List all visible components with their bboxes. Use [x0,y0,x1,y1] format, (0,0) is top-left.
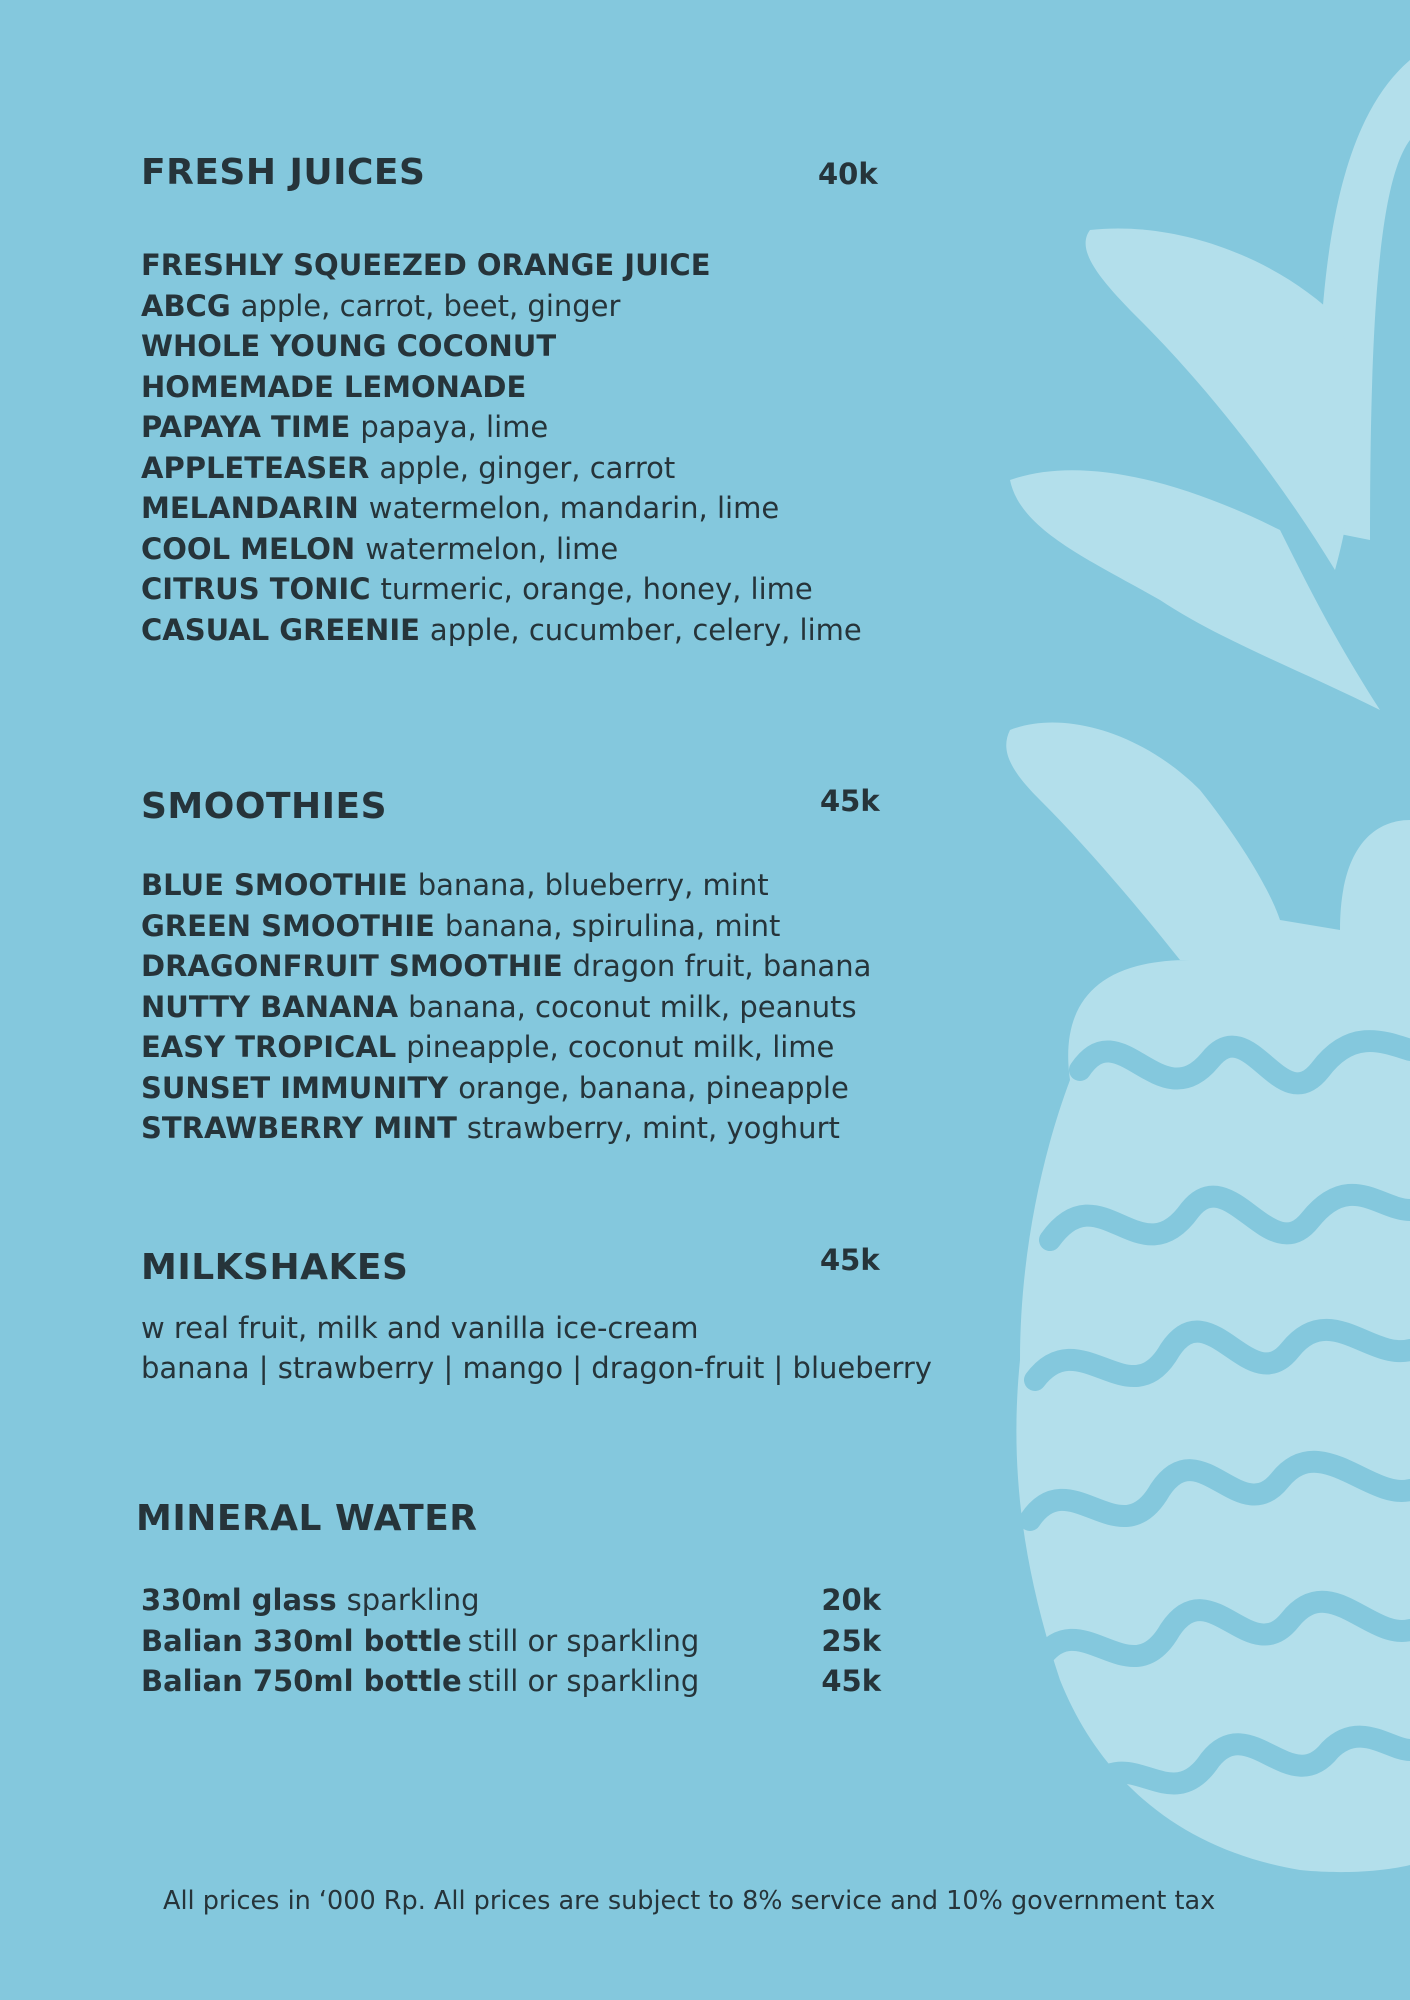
list-item [141,865,871,906]
item-description: watermelon, lime [365,531,619,566]
item-name: NUTTY BANANA [141,989,399,1024]
water-row-balian-750ml [141,1661,881,1701]
section-title-milkshakes: MILKSHAKES [141,1247,409,1288]
item-name: Balian 750ml bottle [141,1664,462,1698]
section-price-milkshakes: 45k [820,1243,880,1277]
item-description: banana, blueberry, mint [417,868,769,902]
list-item [141,326,862,367]
item-description: apple, cucumber, celery, lime [429,612,862,647]
item-description: turmeric, orange, honey, lime [380,572,813,606]
item-name: CITRUS TONIC [141,572,371,606]
item-description: pineapple, coconut milk, lime [406,1030,835,1064]
item-price: 45k [821,1664,881,1698]
item-name: EASY TROPICAL [141,1030,397,1064]
item-name: DRAGONFRUIT SMOOTHIE [141,949,563,983]
list-item [141,906,871,947]
water-row-balian-330ml [141,1621,881,1661]
section-price-fresh-juices: 40k [818,157,878,191]
item-name: STRAWBERRY MINT [141,1111,457,1145]
water-row-330ml-glass [141,1580,881,1620]
list-item [141,987,871,1028]
item-name: PAPAYA TIME [141,410,351,444]
section-title-fresh-juices: FRESH JUICES [141,152,426,193]
item-name: ABCG [141,288,231,323]
section-title-smoothies: SMOOTHIES [141,786,388,827]
fresh-juices-list [141,245,862,650]
item-description: papaya, lime [360,410,549,444]
milkshakes-description: w real fruit, milk and vanilla ice-cream [141,1311,699,1345]
item-name: MELANDARIN [141,491,359,525]
list-item [141,529,862,570]
item-name: COOL MELON [141,531,356,566]
item-name: GREEN SMOOTHIE [141,908,435,943]
list-item [141,286,862,327]
item-name: 330ml glass [141,1583,337,1617]
item-description: still or sparkling [467,1664,700,1698]
item-name: FRESHLY SQUEEZED ORANGE JUICE [141,248,711,282]
section-title-mineral-water: MINERAL WATER [136,1498,478,1539]
item-price: 25k [821,1624,881,1658]
list-item [141,569,862,610]
milkshakes-flavors: banana | strawberry | mango | dragon-fruit | blueberry [141,1351,932,1385]
item-name: APPLETEASER [141,450,370,485]
item-description: apple, carrot, beet, ginger [240,288,621,323]
list-item [141,1068,871,1109]
item-description: watermelon, mandarin, lime [368,491,780,525]
item-description: banana, coconut milk, peanuts [408,989,857,1024]
item-description: orange, banana, pineapple [458,1070,849,1105]
item-name: WHOLE YOUNG COCONUT [141,329,557,363]
item-name: BLUE SMOOTHIE [141,868,408,902]
item-description: still or sparkling [467,1624,700,1658]
item-name: SUNSET IMMUNITY [141,1070,449,1105]
item-name: HOMEMADE LEMONADE [141,369,527,404]
smoothies-list [141,865,871,1149]
list-item [141,946,871,987]
list-item [141,448,862,489]
item-name: Balian 330ml bottle [141,1624,462,1658]
item-name: CASUAL GREENIE [141,612,420,647]
list-item [141,245,862,286]
list-item [141,1108,871,1149]
item-description: apple, ginger, carrot [379,450,676,485]
item-description: sparkling [346,1583,480,1617]
footer-note: All prices in ‘000 Rp. All prices are subject to 8% service and 10% government tax [163,1886,1216,1916]
item-price: 20k [821,1583,881,1617]
list-item [141,610,862,651]
list-item [141,367,862,408]
list-item [141,1027,871,1068]
list-item [141,407,862,448]
item-description: strawberry, mint, yoghurt [466,1111,840,1145]
item-description: dragon fruit, banana [572,949,872,983]
item-description: banana, spirulina, mint [444,908,781,943]
section-price-smoothies: 45k [820,784,880,818]
list-item [141,488,862,529]
